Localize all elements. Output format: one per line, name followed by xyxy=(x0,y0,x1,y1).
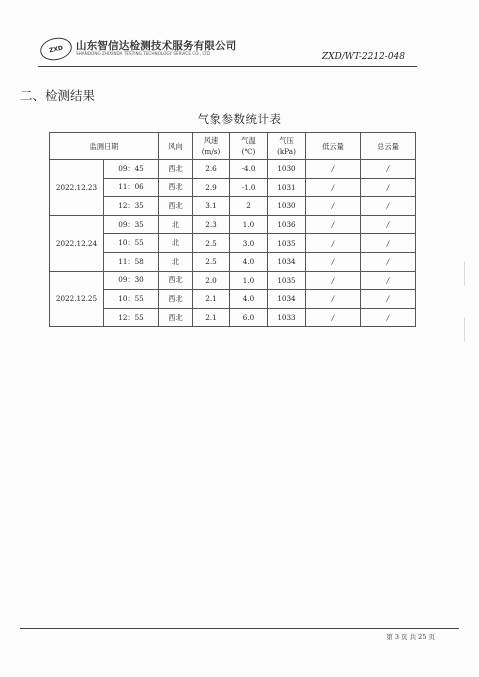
wind-speed-cell: 2.1 xyxy=(193,290,230,309)
low-cloud-cell: / xyxy=(306,197,361,216)
total-cloud-cell: / xyxy=(361,271,416,290)
date-cell: 2022.12.25 xyxy=(50,271,104,327)
wind-speed-cell: 2.5 xyxy=(193,252,230,271)
wind-speed-cell: 2.3 xyxy=(193,215,230,234)
total-cloud-cell: / xyxy=(361,178,416,197)
low-cloud-cell: / xyxy=(306,271,361,290)
low-cloud-cell: / xyxy=(306,252,361,271)
time-cell: 12：55 xyxy=(104,308,159,327)
pressure-cell: 1034 xyxy=(268,252,306,271)
header-divider xyxy=(38,66,417,67)
time-cell: 09：30 xyxy=(104,271,159,290)
date-cell: 2022.12.24 xyxy=(50,215,104,271)
total-cloud-cell: / xyxy=(361,160,416,179)
total-cloud-cell: / xyxy=(361,308,416,327)
header-wind-speed-label: 风速 xyxy=(203,136,219,145)
wind-speed-cell: 2.1 xyxy=(193,308,230,327)
total-cloud-cell: / xyxy=(361,197,416,216)
wind-direction-cell: 西北 xyxy=(159,290,193,309)
time-cell: 12：35 xyxy=(104,197,159,216)
total-cloud-cell: / xyxy=(361,215,416,234)
wind-speed-cell: 2.6 xyxy=(193,160,230,179)
temperature-cell: 1.0 xyxy=(230,271,268,290)
wind-speed-cell: 2.9 xyxy=(193,178,230,197)
header-pressure-label: 气压 xyxy=(279,136,294,145)
pressure-cell: 1030 xyxy=(268,197,306,216)
wind-direction-cell: 北 xyxy=(159,234,193,253)
low-cloud-cell: / xyxy=(306,160,361,179)
total-cloud-cell: / xyxy=(361,252,416,271)
temperature-cell: 1.0 xyxy=(230,215,268,234)
wind-speed-cell: 2.0 xyxy=(193,271,230,290)
time-cell: 10：55 xyxy=(104,290,159,309)
header-wind-direction: 风向 xyxy=(159,133,193,160)
table-row xyxy=(50,308,416,327)
report-number: ZXD/WT-2212-048 xyxy=(321,52,405,62)
time-cell: 11：58 xyxy=(104,252,159,271)
wind-direction-cell: 西北 xyxy=(159,308,193,327)
header-pressure xyxy=(268,133,306,160)
total-cloud-cell: / xyxy=(361,234,416,253)
company-name-en: SHANDONG ZHIXINDA TESTING TECHNOLOGY SERVICE CO., LTD xyxy=(76,51,210,56)
low-cloud-cell: / xyxy=(306,178,361,197)
footer-divider xyxy=(20,628,459,629)
table-row xyxy=(50,215,416,234)
pressure-cell: 1030 xyxy=(268,160,306,179)
low-cloud-cell: / xyxy=(306,308,361,327)
wind-direction-cell: 西北 xyxy=(159,197,193,216)
low-cloud-cell: / xyxy=(306,234,361,253)
header-low-cloud: 低云量 xyxy=(306,133,361,160)
table-row xyxy=(50,197,416,216)
pressure-cell: 1031 xyxy=(268,178,306,197)
logo-seal-icon: ZXD xyxy=(38,35,74,63)
scan-edge-mark xyxy=(464,318,473,342)
wind-direction-cell: 西北 xyxy=(159,160,193,179)
wind-direction-cell: 北 xyxy=(159,252,193,271)
table-row xyxy=(50,290,416,309)
header-wind-speed xyxy=(193,133,230,160)
header-temperature-label: 气温 xyxy=(241,136,256,145)
pressure-cell: 1033 xyxy=(268,308,306,327)
pressure-cell: 1035 xyxy=(268,234,306,253)
wind-speed-cell: 2.5 xyxy=(193,234,230,253)
header-temperature-unit: (℃) xyxy=(241,147,256,156)
temperature-cell: -1.0 xyxy=(230,178,268,197)
table-header-row xyxy=(50,133,416,160)
low-cloud-cell: / xyxy=(306,290,361,309)
wind-direction-cell: 西北 xyxy=(159,271,193,290)
temperature-cell: 3.0 xyxy=(230,234,268,253)
company-name-cn: 山东智信达检测技术服务有限公司 xyxy=(76,40,237,52)
weather-parameters-table xyxy=(49,132,416,327)
table-row xyxy=(50,160,416,179)
total-cloud-cell: / xyxy=(361,290,416,309)
wind-direction-cell: 西北 xyxy=(159,178,193,197)
date-cell: 2022.12.23 xyxy=(50,160,104,216)
time-cell: 11：06 xyxy=(104,178,159,197)
table-title: 气象参数统计表 xyxy=(197,112,282,126)
temperature-cell: -4.0 xyxy=(230,160,268,179)
header-total-cloud: 总云量 xyxy=(361,133,416,160)
header-temperature xyxy=(230,133,268,160)
pressure-cell: 1035 xyxy=(268,271,306,290)
header-wind-speed-unit: (m/s) xyxy=(201,147,221,156)
table-row xyxy=(50,178,416,197)
temperature-cell: 4.0 xyxy=(230,290,268,309)
scan-edge-mark xyxy=(464,262,473,286)
header-date: 监测日期 xyxy=(50,133,159,160)
company-logo xyxy=(40,36,270,62)
pressure-cell: 1036 xyxy=(268,215,306,234)
pressure-cell: 1034 xyxy=(268,290,306,309)
time-cell: 09：35 xyxy=(104,215,159,234)
wind-direction-cell: 北 xyxy=(159,215,193,234)
table-row xyxy=(50,234,416,253)
table-row xyxy=(50,271,416,290)
table-row xyxy=(50,252,416,271)
page-number: 第 3 页 共 25 页 xyxy=(386,633,435,641)
time-cell: 09：45 xyxy=(104,160,159,179)
temperature-cell: 4.0 xyxy=(230,252,268,271)
time-cell: 10：55 xyxy=(104,234,159,253)
header-pressure-unit: (kPa) xyxy=(277,147,296,156)
section-title: 二、检测结果 xyxy=(20,88,96,103)
wind-speed-cell: 3.1 xyxy=(193,197,230,216)
low-cloud-cell: / xyxy=(306,215,361,234)
temperature-cell: 6.0 xyxy=(230,308,268,327)
temperature-cell: 2 xyxy=(230,197,268,216)
